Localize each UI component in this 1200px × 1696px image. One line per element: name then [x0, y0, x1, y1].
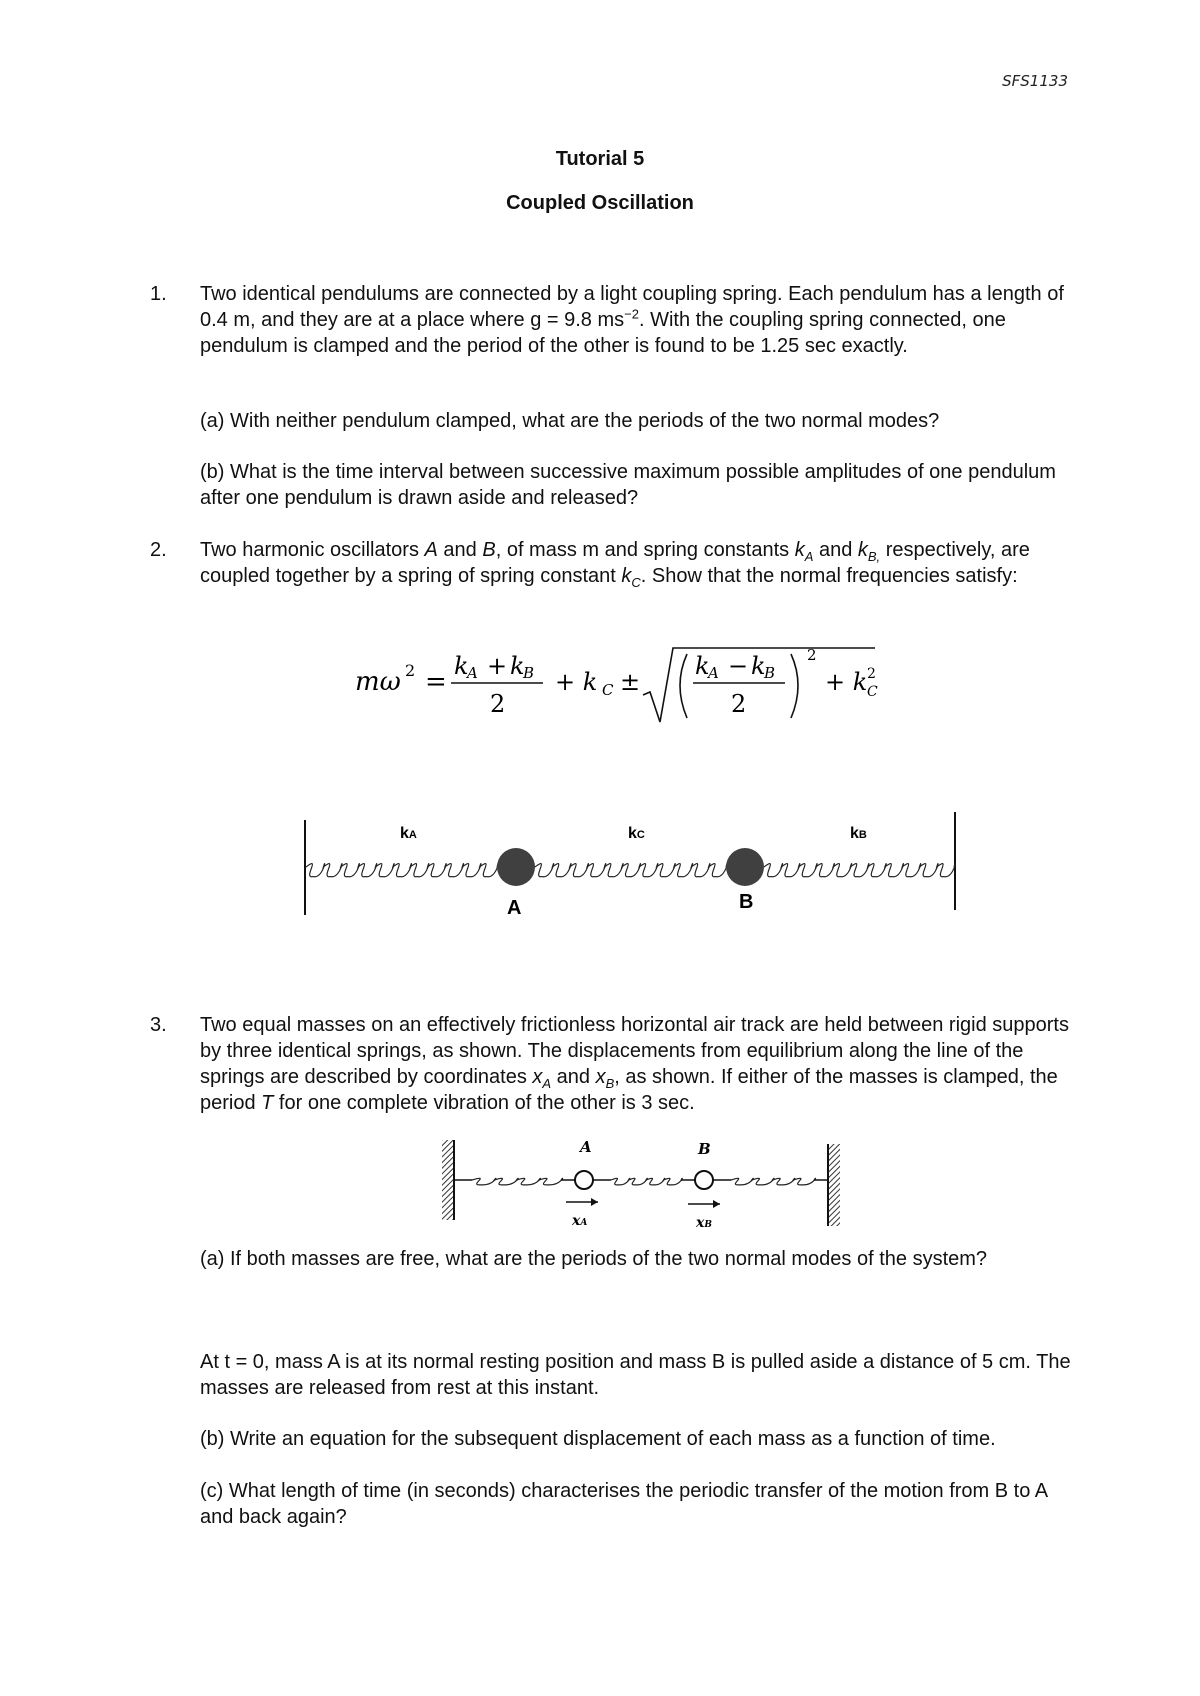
text: and [551, 1066, 596, 1088]
question-3 [150, 1012, 1070, 1116]
eq-pm: ± [620, 668, 641, 696]
eq-exp: 2 [807, 646, 817, 664]
eq-sub: B [764, 664, 776, 682]
arrow-xA-head [591, 1198, 598, 1206]
eq-den: 2 [490, 690, 506, 718]
eq-lhs: mω [355, 667, 401, 697]
spring-coil [472, 1178, 563, 1185]
right-support [828, 1144, 840, 1226]
spring-coil [611, 1178, 682, 1185]
tutorial-subtitle: Coupled Oscillation [506, 192, 694, 214]
var: k [621, 565, 632, 587]
text: Two harmonic oscillators [200, 539, 425, 561]
eq-k: k [454, 652, 469, 680]
subscript: A [542, 1076, 552, 1091]
course-code: SFS1133 [1002, 72, 1068, 90]
question-1-text [200, 281, 1070, 359]
label-kC: kC [628, 825, 645, 842]
question-number: 3. [150, 1014, 167, 1036]
coupled-oscillators-figure [300, 810, 960, 920]
left-paren [680, 654, 687, 718]
subscript: C [631, 575, 641, 590]
mass-A [497, 848, 535, 886]
question-2-text [200, 537, 1070, 589]
eq-plus: + [487, 652, 508, 680]
tutorial-title: Tutorial 5 [555, 148, 645, 170]
eq-minus: − [728, 652, 749, 680]
eq-equals: = [425, 667, 447, 697]
text: respectively, are coupled together by a spring of spring constant [200, 539, 1030, 587]
spring-kA [306, 864, 498, 877]
label-kA: kA [400, 825, 417, 842]
subscript: B [605, 1076, 615, 1091]
mass-A [575, 1171, 593, 1189]
label-kB: kB [850, 825, 867, 842]
var: x [532, 1066, 543, 1088]
spring-kC [535, 864, 727, 877]
text: . With the coupling spring connected, one pendulum is clamped and the period of the other is found to be 1.25 sec exactly. [200, 309, 1006, 357]
question-3-part-a: (a) If both masses are free, what are the periods of the two normal modes of the system? [200, 1248, 988, 1270]
label-xA: xA [572, 1213, 588, 1229]
label-A: A [507, 897, 522, 919]
var: T [261, 1092, 274, 1114]
var: A [424, 539, 438, 561]
mass-B [695, 1171, 713, 1189]
eq-sub: C [867, 684, 878, 700]
eq-kc: + k [555, 668, 598, 696]
question-number: 2. [150, 539, 167, 561]
var: x [595, 1066, 606, 1088]
text: Two identical pendulums are connected by a light coupling spring. Each pendulum has a length of 0.4 m, and they are at a place where g = 9.8 ms [200, 283, 1064, 331]
arrow-xB-head [713, 1200, 720, 1208]
subscript: A [804, 549, 814, 564]
text: Two equal masses on an effectively frictionless horizontal air track are held between rigid supports by three identical springs, as shown. The displacements from equilibrium along the line of the springs are described by coordinates [200, 1014, 1069, 1088]
eq-exp: 2 [867, 666, 876, 682]
eq-den: 2 [731, 690, 747, 718]
question-3-text [200, 1012, 1070, 1116]
spring-left [454, 1178, 575, 1185]
eq-sub: A [708, 664, 719, 682]
left-support [442, 1140, 454, 1220]
spring-coil [535, 864, 727, 877]
text: , as shown. If either of the masses is clamped, the period [200, 1066, 1058, 1114]
spring-coil [731, 1178, 816, 1185]
exponent: −2 [624, 306, 639, 322]
text: and [437, 539, 483, 561]
label-B: B [698, 1140, 711, 1158]
eq-exp: 2 [405, 661, 416, 680]
question-3-setup: At t = 0, mass A is at its normal resting position and mass B is pulled aside a distance of 5 cm. The masses are released from rest at this instant. [200, 1351, 1071, 1399]
question-1-part-b: (b) What is the time interval between successive maximum possible amplitudes of one pendulum after one pendulum is drawn aside and released? [200, 461, 1056, 509]
question-3-part-b: (b) Write an equation for the subsequent displacement of each mass as a function of time. [200, 1428, 996, 1450]
right-paren [791, 654, 798, 718]
label-xB: xB [696, 1215, 712, 1230]
eq-kc: + k [825, 668, 868, 696]
question-number: 1. [150, 283, 167, 305]
eq-sub: A [467, 664, 478, 682]
question-3-part-c: (c) What length of time (in seconds) characterises the periodic transfer of the motion from B to A and back again? [200, 1480, 1048, 1528]
label-A: A [580, 1138, 592, 1156]
eq-k: k [751, 652, 766, 680]
question-2 [150, 537, 1070, 589]
eq-sub: C [602, 681, 614, 699]
text: and [813, 539, 858, 561]
mass-B [726, 848, 764, 886]
eq-sub: B [523, 664, 535, 682]
spring-coil [306, 864, 498, 877]
normal-frequency-equation [355, 640, 895, 730]
spring-coil [764, 864, 955, 877]
label-B: B [739, 891, 754, 913]
eq-k: k [695, 652, 710, 680]
subscript: B, [867, 549, 881, 564]
eq-k: k [510, 652, 525, 680]
var: k [794, 539, 805, 561]
text: , of mass m and spring constants [495, 539, 795, 561]
question-1-part-a: (a) With neither pendulum clamped, what are the periods of the two normal modes? [200, 410, 940, 432]
question-1 [150, 281, 1070, 359]
var: B [482, 539, 496, 561]
spring-middle [593, 1178, 695, 1185]
text: . Show that the normal frequencies satisfy: [640, 565, 1018, 587]
text: for one complete vibration of the other is 3 sec. [273, 1092, 695, 1114]
air-track-figure [440, 1130, 860, 1230]
spring-kB [764, 864, 955, 877]
var: k [857, 539, 868, 561]
spring-right [713, 1178, 828, 1185]
